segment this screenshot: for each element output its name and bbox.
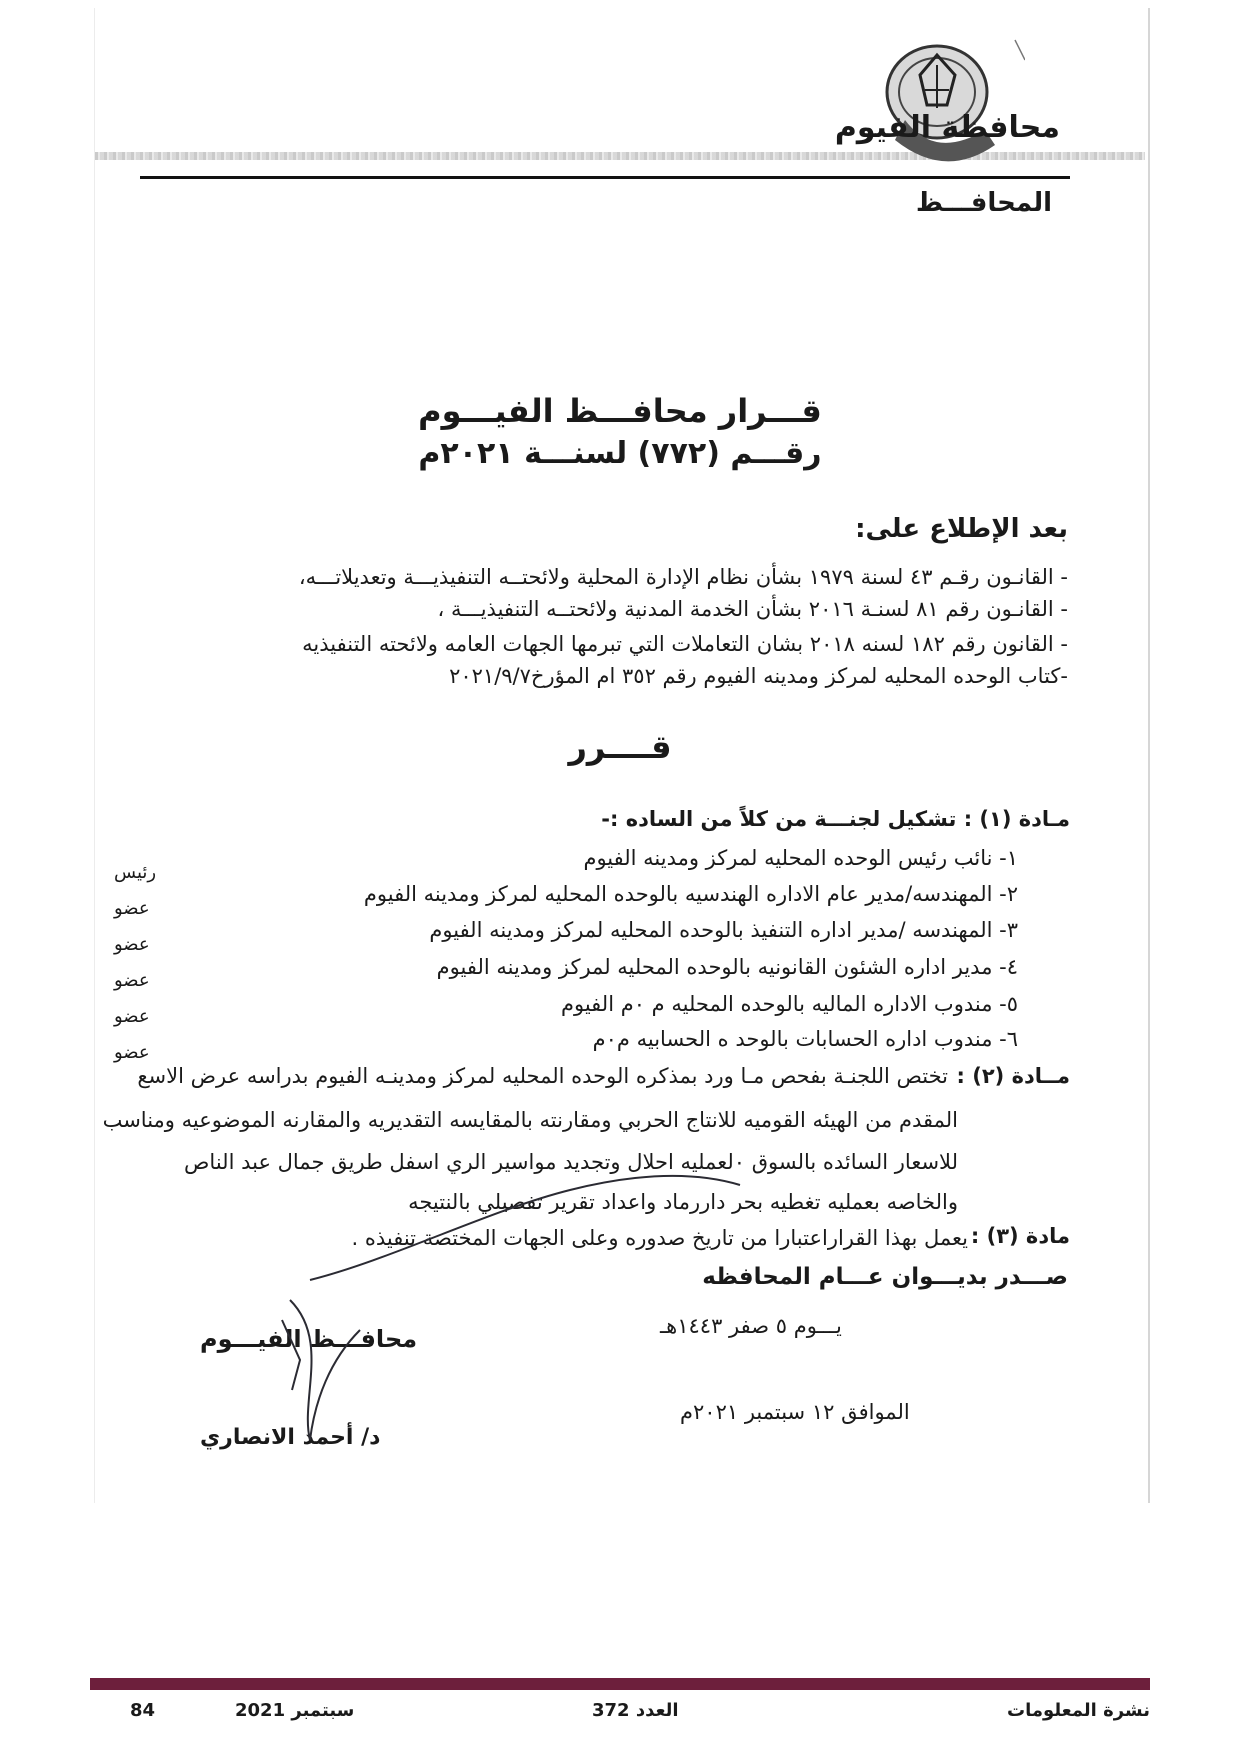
committee-member: ٥- مندوب الاداره الماليه بالوحده المحليه م ٠م الفيوم	[560, 992, 1018, 1016]
member-role: عضو	[114, 1042, 150, 1063]
gregorian-date: الموافق ١٢ سبتمبر ٢٠٢١م	[680, 1400, 910, 1424]
footer-bar	[90, 1678, 1150, 1690]
header-rule	[140, 176, 1070, 179]
handwritten-signature-icon	[270, 1150, 830, 1450]
article-2-text: المقدم من الهيئه القوميه للانتاج الحربي ومقارنته بالمقايسه التقديريه والمقارنه الموضوعيه ومناسب	[102, 1108, 958, 1132]
member-role: عضو	[114, 898, 150, 919]
article-2-text: تختص اللجنـة بفحص مـا ورد بمذكره الوحده المحليه لمركز ومدينـه الفيوم بدراسه عرض الاسع	[137, 1064, 948, 1088]
preamble-heading: بعد الإطلاع على:	[855, 514, 1068, 544]
member-role: عضو	[114, 1006, 150, 1027]
decree-number: رقـــم (٧٧٢) لسنـــة ٢٠٢١م	[418, 436, 822, 471]
preamble-item: -كتاب الوحده المحليه لمركز ومدينه الفيوم رقم ٣٥٢ ام المؤرخ٢٠٢١/٩/٧	[449, 664, 1068, 688]
hijri-date: يـــوم ٥ صفر ١٤٤٣هـ	[660, 1314, 842, 1338]
article-1-heading: مـادة (١) : تشكيل لجنـــة من كلاً من الساده :-	[601, 807, 1070, 831]
governorate-name: محافظة الفيوم	[834, 110, 1060, 145]
decree-heading: قــــرر	[568, 728, 672, 766]
decree-title: قـــرار محافـــظ الفيـــوم	[418, 392, 822, 430]
office-title: المحافـــظ	[915, 188, 1052, 218]
footer-month: سبتمبر 2021	[235, 1700, 355, 1721]
issued-at: صـــدر بديـــوان عـــام المحافظه	[702, 1264, 1068, 1290]
page-number: 84	[130, 1700, 156, 1721]
article-3-text: يعمل بهذا القراراعتبارا من تاريخ صدوره وعلى الجهات المختصة تنفيذه .	[351, 1226, 968, 1250]
signatory-name: د/ أحمد الانصاري	[200, 1425, 381, 1450]
article-2-text: والخاصه بعمليه تغطيه بحر داررماد واعداد تقرير تفصيلي بالنتيجه	[408, 1190, 958, 1214]
preamble-item: - القانـون رقم ٨١ لسنـة ٢٠١٦ بشأن الخدمة المدنية ولائحتــه التنفيذيـــة ،	[437, 597, 1068, 621]
article-2-text: للاسعار السائده بالسوق ٠لعمليه احلال وتجديد مواسير الري اسفل طريق جمال عبد الناص	[184, 1150, 958, 1174]
footer-issue: العدد 372	[592, 1700, 679, 1721]
member-role: عضو	[114, 970, 150, 991]
footer-publication: نشرة المعلومات	[1007, 1700, 1150, 1721]
article-2-heading: مــادة (٢) :	[956, 1064, 1070, 1088]
signatory-title: محافـــظ الفيـــوم	[200, 1325, 418, 1353]
preamble-item: - القانـون رقـم ٤٣ لسنة ١٩٧٩ بشأن نظام الإدارة المحلية ولائحتــه التنفيذيـــة وتعديلاتـــه،	[298, 565, 1068, 589]
member-role: رئيس	[114, 862, 157, 883]
member-role: عضو	[114, 934, 150, 955]
committee-member: ٢- المهندسه/مدير عام الاداره الهندسيه بالوحده المحليه لمركز ومدينه الفيوم	[363, 882, 1018, 906]
governorate-seal-icon	[875, 30, 1025, 170]
committee-member: ١- نائب رئيس الوحده المحليه لمركز ومدينه الفيوم	[583, 846, 1018, 870]
committee-member: ٣- المهندسه /مدير اداره التنفيذ بالوحده المحليه لمركز ومدينه الفيوم	[429, 918, 1018, 942]
article-3-heading: مادة (٣) :	[970, 1224, 1070, 1248]
committee-member: ٤- مدير اداره الشئون القانونيه بالوحده المحليه لمركز ومدينه الفيوم	[436, 955, 1018, 979]
preamble-item: - القانون رقم ١٨٢ لسنه ٢٠١٨ بشان التعاملات التي تبرمها الجهات العامه ولائحته التنفيذيه	[302, 632, 1068, 656]
committee-member: ٦- مندوب اداره الحسابات بالوحد ه الحسابيه م٠م	[592, 1027, 1018, 1051]
